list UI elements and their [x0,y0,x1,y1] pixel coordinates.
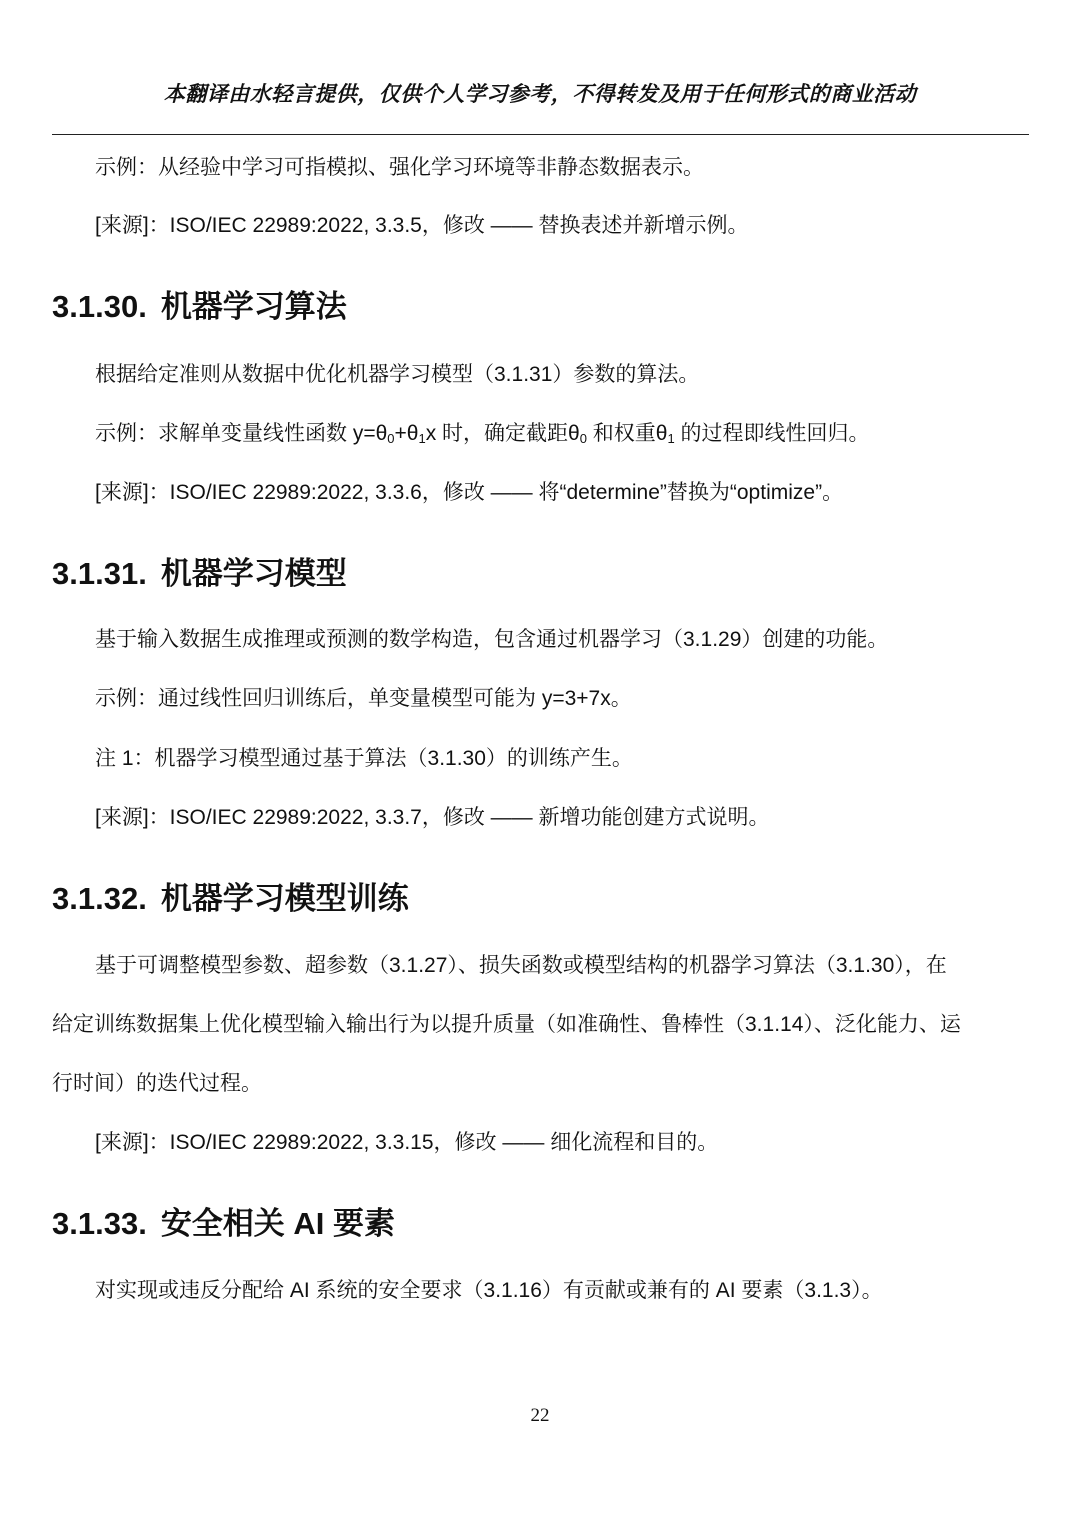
section-number: 3.1.31. [52,556,147,591]
section-heading-3-1-30 [52,281,347,326]
source-3-1-30: [来源]：ISO/IEC 22989:2022, 3.3.6，修改 —— 将“determine”替换为“optimize”。 [95,481,844,504]
section-number: 3.1.33. [52,1206,147,1241]
intro-example: 示例：从经验中学习可指模拟、强化学习环境等非静态数据表示。 [95,156,704,179]
definition-3-1-31: 基于输入数据生成推理或预测的数学构造，包含通过机器学习（3.1.29）创建的功能。 [95,628,889,651]
section-title: 机器学习模型 [160,556,347,591]
section-heading-3-1-33 [52,1198,395,1243]
source-3-1-31: [来源]：ISO/IEC 22989:2022, 3.3.7，修改 —— 新增功能创建方式说明。 [95,806,770,829]
page-number: 22 [530,1405,550,1426]
definition-3-1-32-line3: 行时间）的迭代过程。 [52,1072,262,1095]
section-title: 安全相关 AI 要素 [160,1206,396,1241]
definition-3-1-33: 对实现或违反分配给 AI 系统的安全要求（3.1.16）有贡献或兼有的 AI 要素（3.1.3）。 [95,1279,883,1302]
section-heading-3-1-32 [52,873,409,918]
section-title: 机器学习算法 [160,289,347,324]
section-number: 3.1.30. [52,289,147,324]
source-3-1-32: [来源]：ISO/IEC 22989:2022, 3.3.15，修改 —— 细化流程和目的。 [95,1131,719,1154]
section-number: 3.1.32. [52,881,147,916]
intro-source: [来源]：ISO/IEC 22989:2022, 3.3.5，修改 —— 替换表述并新增示例。 [95,214,749,237]
example-3-1-31: 示例：通过线性回归训练后，单变量模型可能为 y=3+7x。 [95,687,632,710]
definition-3-1-32-line1: 基于可调整模型参数、超参数（3.1.27）、损失函数或模型结构的机器学习算法（3.1.30），在 [95,954,947,977]
header-rule [52,134,1029,135]
definition-3-1-32-line2: 给定训练数据集上优化模型输入输出行为以提升质量（如准确性、鲁棒性（3.1.14）、泛化能力、运 [52,1013,961,1036]
section-title: 机器学习模型训练 [160,881,409,916]
note-3-1-31: 注 1：机器学习模型通过基于算法（3.1.30）的训练产生。 [95,747,633,770]
page-header: 本翻译由水轻言提供，仅供个人学习参考，不得转发及用于任何形式的商业活动 [163,83,917,106]
definition-3-1-30: 根据给定准则从数据中优化机器学习模型（3.1.31）参数的算法。 [95,363,700,386]
example-3-1-30: 示例：求解单变量线性函数 $y=\theta_0+\theta_1x$ 时，确定截距$\theta_0$ 和权重$\theta_1$ 的过程即线性回归。 [95,422,870,446]
section-heading-3-1-31 [52,548,347,593]
